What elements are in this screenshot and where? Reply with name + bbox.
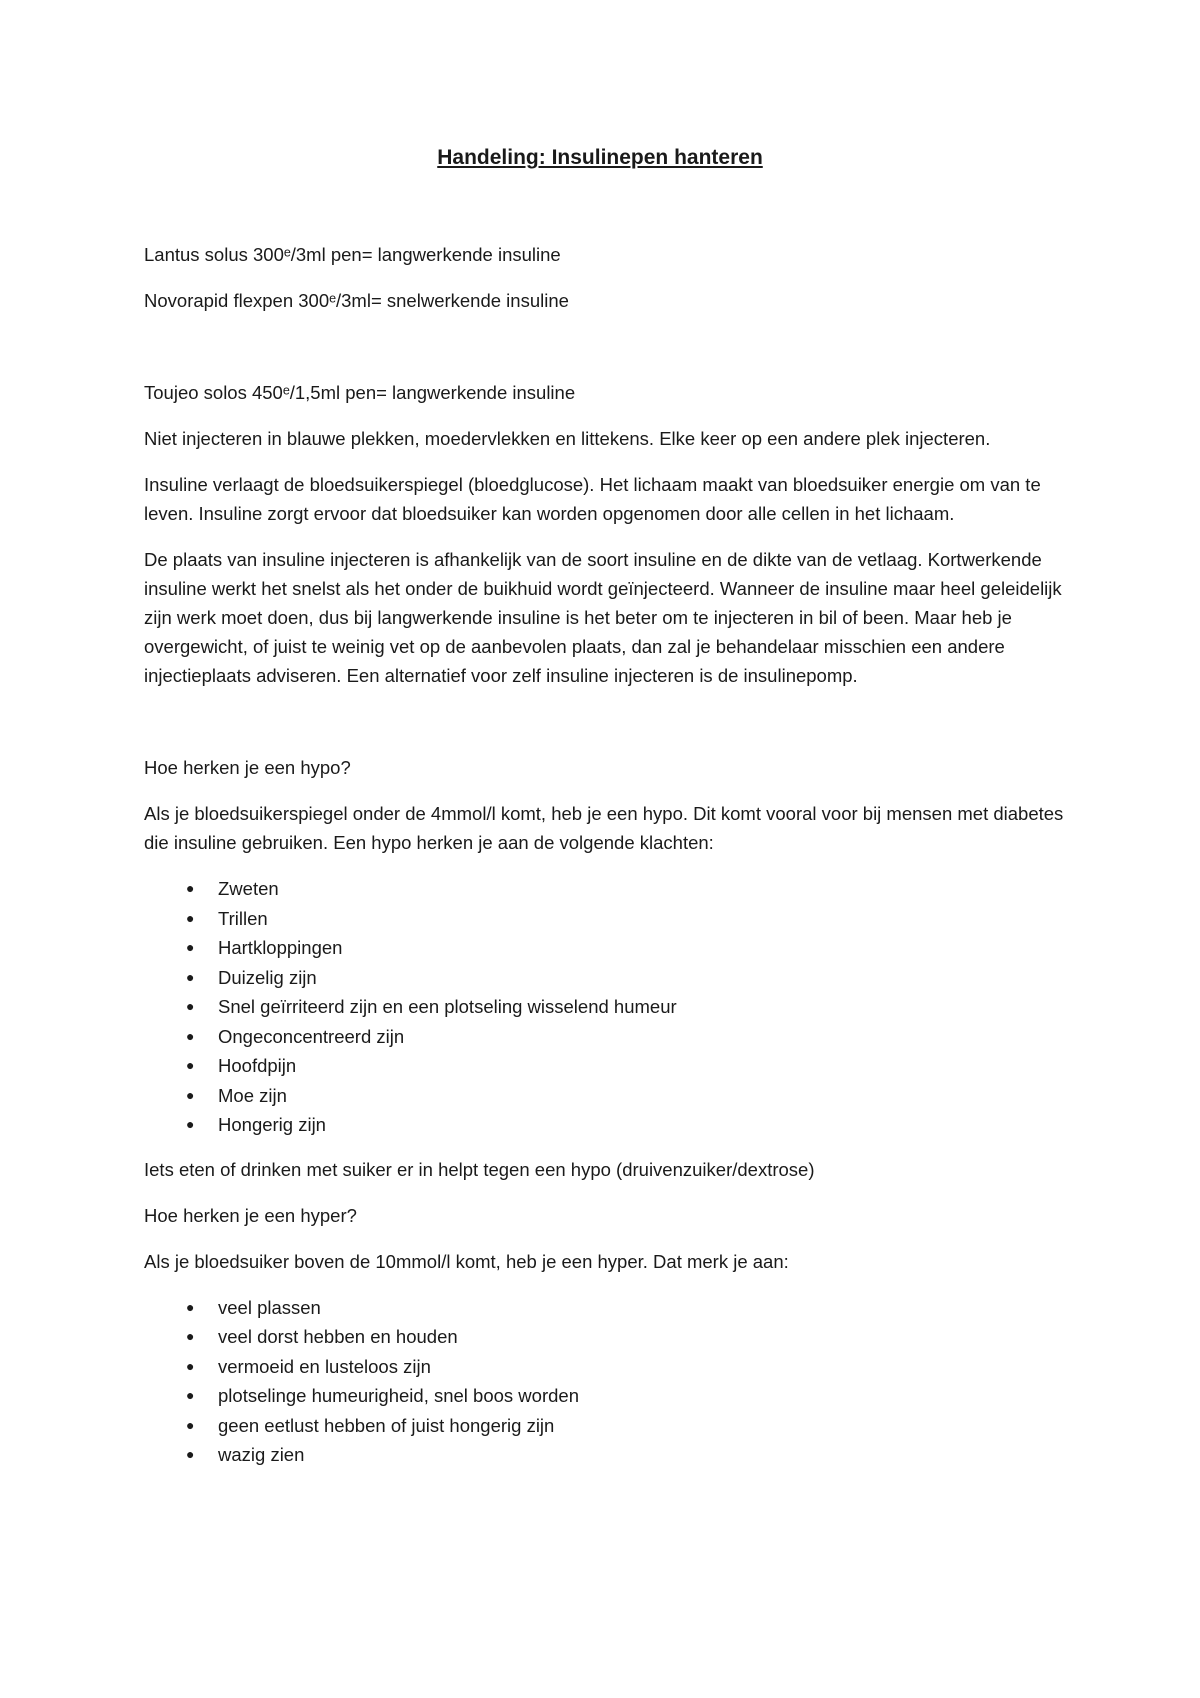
bullet-icon: ● xyxy=(186,1027,195,1044)
list-item-text: veel plassen xyxy=(218,1296,321,1318)
list-item-text: Hartkloppingen xyxy=(218,937,343,958)
list-item xyxy=(144,904,1064,934)
list-item xyxy=(144,1293,1064,1323)
bullet-icon: ● xyxy=(186,1116,195,1132)
list-item xyxy=(144,933,1064,963)
list-item-text: geen eetlust hebben of juist hongerig zijn xyxy=(218,1414,555,1436)
pen-line-toujeo: Toujeo solos 450ᵉ/1,5ml pen= langwerkende insuline xyxy=(144,382,576,403)
list-item-text: Trillen xyxy=(218,907,268,929)
list-item xyxy=(144,1022,1064,1052)
list-item-text: Hongerig zijn xyxy=(218,1114,326,1135)
list-item-text: plotselinge humeurigheid, snel boos worden xyxy=(218,1385,579,1406)
bullet-icon: ● xyxy=(186,1387,195,1403)
list-item xyxy=(144,1110,1064,1140)
paragraph-insulin-function: Insuline verlaagt de bloedsuikerspiegel (bloedglucose). Het lichaam maakt van bloedsuiker energie om van te leven. Insuline zorgt ervoor dat bloedsuiker kan worden opgenomen door alle cellen in het lichaam. xyxy=(144,474,1041,524)
list-item xyxy=(144,1081,1064,1111)
hypo-remedy: Iets eten of drinken met suiker er in helpt tegen een hypo (druivenzuiker/dextrose) xyxy=(144,1158,815,1180)
paragraph-injection-sites: Niet injecteren in blauwe plekken, moedervlekken en littekens. Elke keer op een andere plek injecteren. xyxy=(144,428,991,449)
hypo-heading: Hoe herken je een hypo? xyxy=(144,757,351,778)
list-item xyxy=(144,1352,1064,1382)
list-item-text: Snel geïrriteerd zijn en een plotseling wisselend humeur xyxy=(218,996,677,1017)
paragraph-injection-location: De plaats van insuline injecteren is afhankelijk van de soort insuline en de dikte van de vetlaag. Kortwerkende insuline werkt het snelst als het onder de buikhuid wordt geïnjecteerd. Wanneer de insuline maar heel geleidelijk zijn werk moet doen, dus bij langwerkende insuline is het beter om te injecteren in bil of been. Maar heb je overgewicht, of juist te weinig vet op de aanbevolen plaats, dan zal je behandelaar misschien een andere injectieplaats adviseren. Een alternatief voor zelf insuline injecteren is de insulinepomp. xyxy=(144,549,1062,686)
list-item-text: wazig zien xyxy=(218,1444,305,1465)
page-title: Handeling: Insulinepen hanteren xyxy=(437,146,763,169)
hyper-symptom-list xyxy=(144,1293,1064,1470)
list-item xyxy=(144,1381,1064,1411)
bullet-icon: ● xyxy=(186,1086,195,1103)
list-item-text: Moe zijn xyxy=(218,1084,287,1106)
document-body xyxy=(144,240,1064,1485)
bullet-icon: ● xyxy=(186,1298,195,1315)
bullet-icon: ● xyxy=(186,1057,195,1073)
bullet-icon: ● xyxy=(186,939,195,955)
list-item-text: veel dorst hebben en houden xyxy=(218,1326,458,1347)
bullet-icon: ● xyxy=(186,1446,195,1462)
bullet-icon: ● xyxy=(186,968,195,985)
list-item-text: Ongeconcentreerd zijn xyxy=(218,1025,405,1047)
list-item xyxy=(144,992,1064,1022)
hyper-heading: Hoe herken je een hyper? xyxy=(144,1204,357,1226)
list-item-text: vermoeid en lusteloos zijn xyxy=(218,1355,431,1377)
hypo-symptom-list xyxy=(144,874,1064,1140)
list-item xyxy=(144,874,1064,904)
bullet-icon: ● xyxy=(186,880,195,896)
list-item xyxy=(144,1440,1064,1470)
list-item-text: Zweten xyxy=(218,878,279,899)
bullet-icon: ● xyxy=(186,1416,195,1433)
bullet-icon: ● xyxy=(186,1328,195,1344)
pen-line-novorapid: Novorapid flexpen 300ᵉ/3ml= snelwerkende insuline xyxy=(144,290,569,311)
pen-line-lantus: Lantus solus 300ᵉ/3ml pen= langwerkende insuline xyxy=(144,244,561,265)
list-item xyxy=(144,1051,1064,1081)
list-item xyxy=(144,1322,1064,1352)
hypo-intro: Als je bloedsuikerspiegel onder de 4mmol/l komt, heb je een hypo. Dit komt vooral voor bij mensen met diabetes die insuline gebruiken. Een hypo herken je aan de volgende klachten: xyxy=(144,803,1064,853)
list-item xyxy=(144,963,1064,993)
hyper-intro: Als je bloedsuiker boven de 10mmol/l komt, heb je een hyper. Dat merk je aan: xyxy=(144,1250,789,1272)
list-item-text: Duizelig zijn xyxy=(218,966,317,988)
bullet-icon: ● xyxy=(186,1357,195,1374)
bullet-icon: ● xyxy=(186,909,195,926)
list-item-text: Hoofdpijn xyxy=(218,1055,297,1076)
bullet-icon: ● xyxy=(186,998,195,1014)
list-item xyxy=(144,1411,1064,1441)
